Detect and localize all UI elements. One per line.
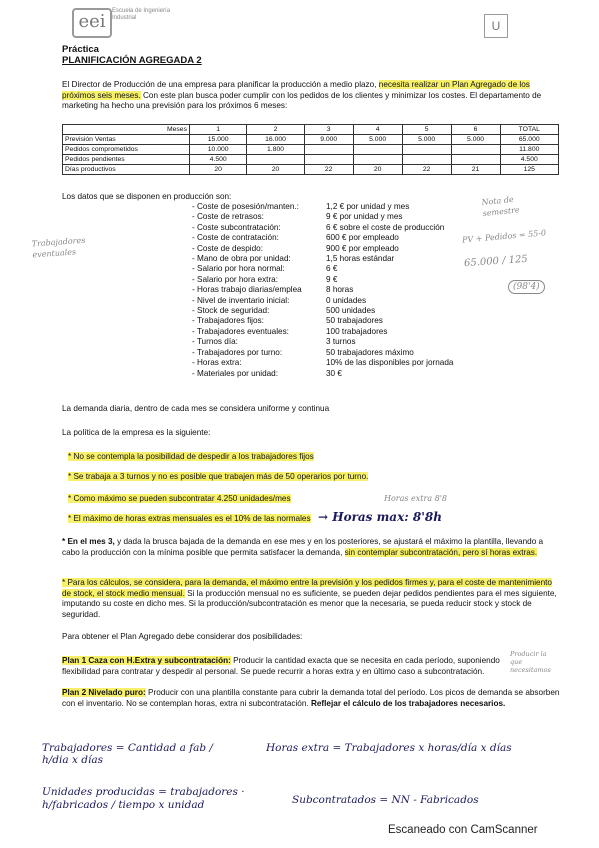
table-row — [63, 145, 559, 155]
school-logo-text: Escuela de Ingeniería Industrial — [112, 8, 171, 21]
table-cell: 16.000 — [247, 135, 304, 145]
politica-item-text: * No se contempla la posibilidad de despedir a los trabajadores fijos — [68, 452, 314, 461]
datos-value: 8 horas — [326, 285, 354, 295]
politica-item-text: * Se trabaja a 3 turnos y no es posible que trabajen más de 50 operarios por turno. — [68, 472, 369, 481]
table-month: 2 — [247, 125, 304, 135]
handwritten-note: PV + Pedidos = 55-0 — [461, 228, 547, 245]
intro-part3: Con este plan busca poder cumplir con los pedidos de los clientes y minimizar los costes. El departamento de marketing ha hecho una previsión para los próximos 6 meses: — [62, 90, 542, 110]
table-row — [63, 155, 559, 165]
datos-value: 3 turnos — [326, 337, 356, 347]
politica-item-bold: * En el mes 3, — [62, 537, 115, 546]
page-subtitle: PLANIFICACIÓN AGREGADA 2 — [62, 55, 202, 66]
scanner-watermark: Escaneado con CamScanner — [388, 824, 538, 836]
politica-item — [68, 494, 291, 505]
datos-label: - Mano de obra por unidad: — [192, 254, 291, 264]
handwritten-note: → Horas max: 8'8h — [318, 510, 442, 524]
politica-item-text: * Como máximo se pueden subcontratar 4.250 unidades/mes — [68, 494, 291, 503]
table-cell: 20 — [353, 165, 402, 175]
handwritten-formula: Trabajadores = Cantidad a fab / h/dia x días — [42, 742, 213, 766]
intro-highlight: necesita realizar un Plan Agregado de los próximos seis meses. — [62, 80, 530, 100]
school-logo: eei — [72, 8, 112, 38]
datos-label: - Nivel de inventario inicial: — [192, 295, 290, 305]
politica-item-text: Si la producción mensual no es suficiente, se pueden dejar pedidos pendientes para el mes siguiente, imputando su coste en dicho mes. Si la producción/subcontratación es menor que la necesaria, se pueda reducir stock y stock de seguridad. — [62, 588, 557, 619]
table-month: 4 — [353, 125, 402, 135]
datos-value: 50 trabajadores máximo — [326, 347, 414, 357]
plan-2-title: Plan 2 Nivelado puro: — [62, 688, 146, 697]
politica-item-highlight: sin contemplar subcontratación, pero sí horas extras. — [344, 547, 538, 557]
datos-value: 6 € — [326, 264, 338, 274]
table-cell: 21 — [451, 165, 500, 175]
datos-value: 1,2 € por unidad y mes — [326, 202, 410, 211]
datos-value: 500 unidades — [326, 306, 376, 316]
table-cell — [402, 155, 451, 165]
politica-item — [68, 472, 368, 483]
table-row-label: Pedidos pendientes — [63, 155, 190, 165]
table-cell — [304, 155, 353, 165]
datos-label: - Coste de contratación: — [192, 233, 279, 243]
table-cell — [451, 145, 500, 155]
table-cell — [451, 155, 500, 165]
handwritten-note: (98'4) — [508, 280, 545, 294]
politica-item-text: * El máximo de horas extras mensuales es el 10% de las normales — [68, 514, 311, 523]
table-total: 65.000 — [500, 135, 558, 145]
table-month: 6 — [451, 125, 500, 135]
table-cell: 9.000 — [304, 135, 353, 145]
datos-value: 900 € por empleado — [326, 243, 399, 253]
politica-item — [62, 537, 560, 558]
table-month: 1 — [190, 125, 247, 135]
table-cell — [402, 145, 451, 155]
plan-intro: Para obtener el Plan Agregado debe considerar dos posibilidades: — [62, 632, 303, 641]
datos-intro: Los datos que se disponen en producción son: — [62, 192, 232, 201]
datos-label: - Horas trabajo diarias/emplea — [192, 285, 302, 295]
datos-label: - Coste subcontratación: — [192, 222, 281, 232]
datos-value: 0 unidades — [326, 295, 367, 305]
datos-label: - Coste de posesión/manten.: — [192, 202, 299, 211]
plan-2-bold: Reflejar el cálculo de los trabajadores necesarios. — [310, 698, 506, 708]
table-cell: 1.800 — [247, 145, 304, 155]
table-cell: 22 — [402, 165, 451, 175]
handwritten-formula: Subcontratados = NN - Fabricados — [292, 794, 479, 806]
demanda-text: La demanda diaria, dentro de cada mes se considera uniforme y continua — [62, 404, 330, 413]
intro-part1: El Director de Producción de una empresa para planificar la producción a medio plazo, — [62, 80, 377, 89]
datos-values — [326, 202, 453, 379]
handwritten-formula: Unidades producidas = trabajadores · h/fabricados / tiempo x unidad — [42, 786, 245, 811]
intro-paragraph — [62, 80, 560, 112]
table-cell: 20 — [190, 165, 247, 175]
datos-label: - Trabajadores eventuales: — [192, 326, 289, 336]
plan-1 — [62, 656, 507, 677]
table-row-label: Pedidos comprometidos — [63, 145, 190, 155]
datos-label: - Salario por hora extra: — [192, 274, 279, 284]
plan-1-text: Producir la cantidad exacta que se necesita en cada período, suponiendo flexibilidad para contratar y despedir al personal. Se puede recurrir a horas extra y en último caso a subcontratación. — [62, 656, 500, 676]
datos-value: 10% de las disponibles por jornada — [326, 358, 454, 368]
datos-label: - Stock de seguridad: — [192, 306, 270, 316]
table-cell: 5.000 — [402, 135, 451, 145]
handwritten-note: Horas extra 8'8 — [384, 494, 448, 503]
table-month: 3 — [304, 125, 353, 135]
handwritten-note: Nota de semestre — [481, 194, 521, 219]
table-cell: 5.000 — [353, 135, 402, 145]
forecast-table — [62, 124, 559, 175]
politica-item-highlight: * Para los cálculos, se considera, para la demanda, el máximo entre la previsión y los pedidos firmes y, para el coste de mantenimiento de stock, el stock medio mensual. — [62, 578, 552, 598]
datos-value: 9 € — [326, 274, 338, 284]
table-total: 4.500 — [500, 155, 558, 165]
datos-label: - Trabajadores fijos: — [192, 316, 264, 326]
table-header-label: Meses — [63, 125, 190, 135]
datos-labels — [192, 202, 302, 379]
datos-value: 100 trabajadores — [326, 326, 388, 336]
table-cell: 22 — [304, 165, 353, 175]
table-cell: 20 — [247, 165, 304, 175]
table-cell: 10.000 — [190, 145, 247, 155]
table-row-label: Días productivos — [63, 165, 190, 175]
datos-value: 1,5 horas estándar — [326, 254, 395, 264]
datos-label: - Materiales por unidad: — [192, 368, 279, 378]
politica-item — [68, 452, 314, 463]
table-cell — [353, 145, 402, 155]
table-cell: 5.000 — [451, 135, 500, 145]
table-row-label: Previsión Ventas — [63, 135, 190, 145]
datos-label: - Trabajadores por turno: — [192, 347, 283, 357]
university-logo: U — [484, 14, 508, 38]
table-cell: 15.000 — [190, 135, 247, 145]
datos-value: 50 trabajadores — [326, 316, 383, 326]
table-cell — [247, 155, 304, 165]
plan-2 — [62, 688, 560, 709]
table-cell — [304, 145, 353, 155]
datos-value: 30 € — [326, 368, 342, 378]
handwritten-note: Trabajadores eventuales — [31, 235, 86, 260]
table-total: 11.800 — [500, 145, 558, 155]
table-month: 5 — [402, 125, 451, 135]
table-total: 125 — [500, 165, 558, 175]
politica-item — [62, 578, 560, 620]
politica-item-text: y dada la brusca bajada de la demanda en ese mes y en los posteriores, se ajustará el máximo la plantilla, llevando a cabo la producción con la mínima posible que permita satisfacer la demanda, — [62, 537, 544, 557]
table-header-row — [63, 125, 559, 135]
datos-label: - Coste de retrasos: — [192, 212, 264, 222]
table-cell: 4.500 — [190, 155, 247, 165]
datos-value: 9 € por unidad y mes — [326, 212, 403, 222]
handwritten-note: Producir la que necesitamos — [510, 650, 551, 674]
page-title: Práctica — [62, 44, 99, 55]
table-total-header: TOTAL — [500, 125, 558, 135]
table-row — [63, 165, 559, 175]
datos-label: - Turnos día: — [192, 337, 238, 347]
datos-label: - Coste de despido: — [192, 243, 264, 253]
handwritten-note: 65.000 / 125 — [463, 253, 529, 270]
datos-label: - Salario por hora normal: — [192, 264, 285, 274]
table-cell — [353, 155, 402, 165]
datos-value: 6 € sobre el coste de producción — [326, 222, 445, 232]
politica-item — [68, 514, 311, 525]
plan-2-text: Producir con una plantilla constante para cubrir la demanda total del período. Los picos de demanda se absorben con el inventario. No se contemplan horas, extra ni subcontratación. — [62, 688, 560, 708]
politica-intro: La política de la empresa es la siguiente: — [62, 428, 211, 437]
datos-label: - Horas extra: — [192, 358, 242, 368]
table-row — [63, 135, 559, 145]
handwritten-formula: Horas extra = Trabajadores x horas/día x días — [266, 742, 512, 754]
plan-1-title: Plan 1 Caza con H.Extra y subcontratación: — [62, 656, 231, 665]
datos-value: 600 € por empleado — [326, 233, 399, 243]
